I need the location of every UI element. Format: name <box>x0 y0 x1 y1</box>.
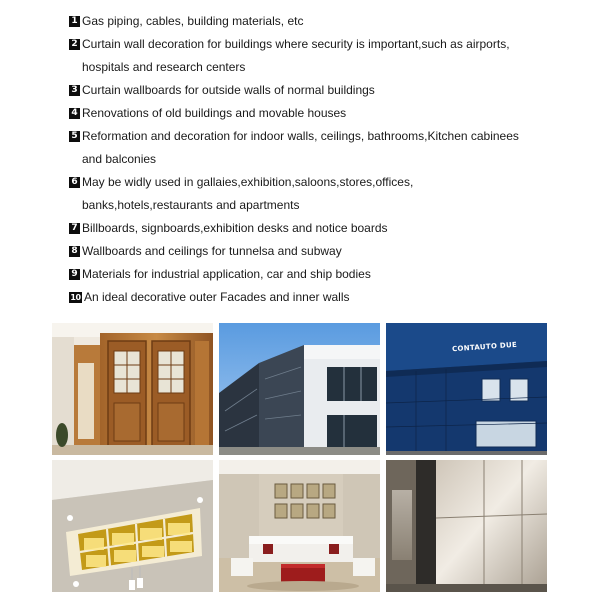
applications-list <box>69 10 569 309</box>
list-item-text: Wallboards and ceilings for tunnelsa and subway <box>82 244 342 258</box>
number-badge: 9 <box>69 269 80 280</box>
list-item <box>69 79 569 102</box>
photo-blue-facade <box>386 323 547 455</box>
list-item-text: Gas piping, cables, building materials, etc <box>82 14 304 28</box>
facade-sign-text: CONTAUTO DUE <box>451 340 518 354</box>
number-badge: 2 <box>69 39 80 50</box>
list-item-text: Reformation and decoration for indoor walls, ceilings, bathrooms,Kitchen cabinees and balconies <box>82 129 519 166</box>
number-badge: 1 <box>69 16 80 27</box>
number-badge: 3 <box>69 85 80 96</box>
list-item <box>69 10 569 33</box>
list-item-text: Billboards, signboards,exhibition desks and notice boards <box>82 221 388 235</box>
list-item <box>69 263 569 286</box>
photo-wooden-interior <box>52 323 213 455</box>
number-badge: 5 <box>69 131 80 142</box>
list-item-text: May be widly used in gallaies,exhibition,saloons,stores,offices, banks,hotels,restaurants and apartments <box>82 175 414 212</box>
list-item <box>69 171 569 217</box>
list-item <box>69 102 569 125</box>
list-item <box>69 217 569 240</box>
number-badge: 8 <box>69 246 80 257</box>
number-badge: 10 <box>70 293 81 302</box>
list-item-text: Renovations of old buildings and movable houses <box>82 106 347 120</box>
photo-ceiling-lights <box>52 460 213 592</box>
number-badge: 7 <box>69 223 80 234</box>
list-item <box>69 125 569 171</box>
photo-modern-building <box>219 323 380 455</box>
number-badge: 6 <box>69 177 80 188</box>
list-item-text: Curtain wall decoration for buildings where security is important,such as airports, hospitals and research centers <box>82 37 510 74</box>
list-item <box>69 286 569 309</box>
photo-living-room <box>219 460 380 592</box>
list-item <box>69 240 569 263</box>
photo-metal-panels <box>386 460 547 592</box>
list-item-text: Curtain wallboards for outside walls of normal buildings <box>82 83 375 97</box>
list-item-text: Materials for industrial application, car and ship bodies <box>82 267 371 281</box>
list-item <box>69 33 569 79</box>
list-item-text: An ideal decorative outer Facades and inner walls <box>84 290 350 304</box>
number-badge: 4 <box>69 108 80 119</box>
